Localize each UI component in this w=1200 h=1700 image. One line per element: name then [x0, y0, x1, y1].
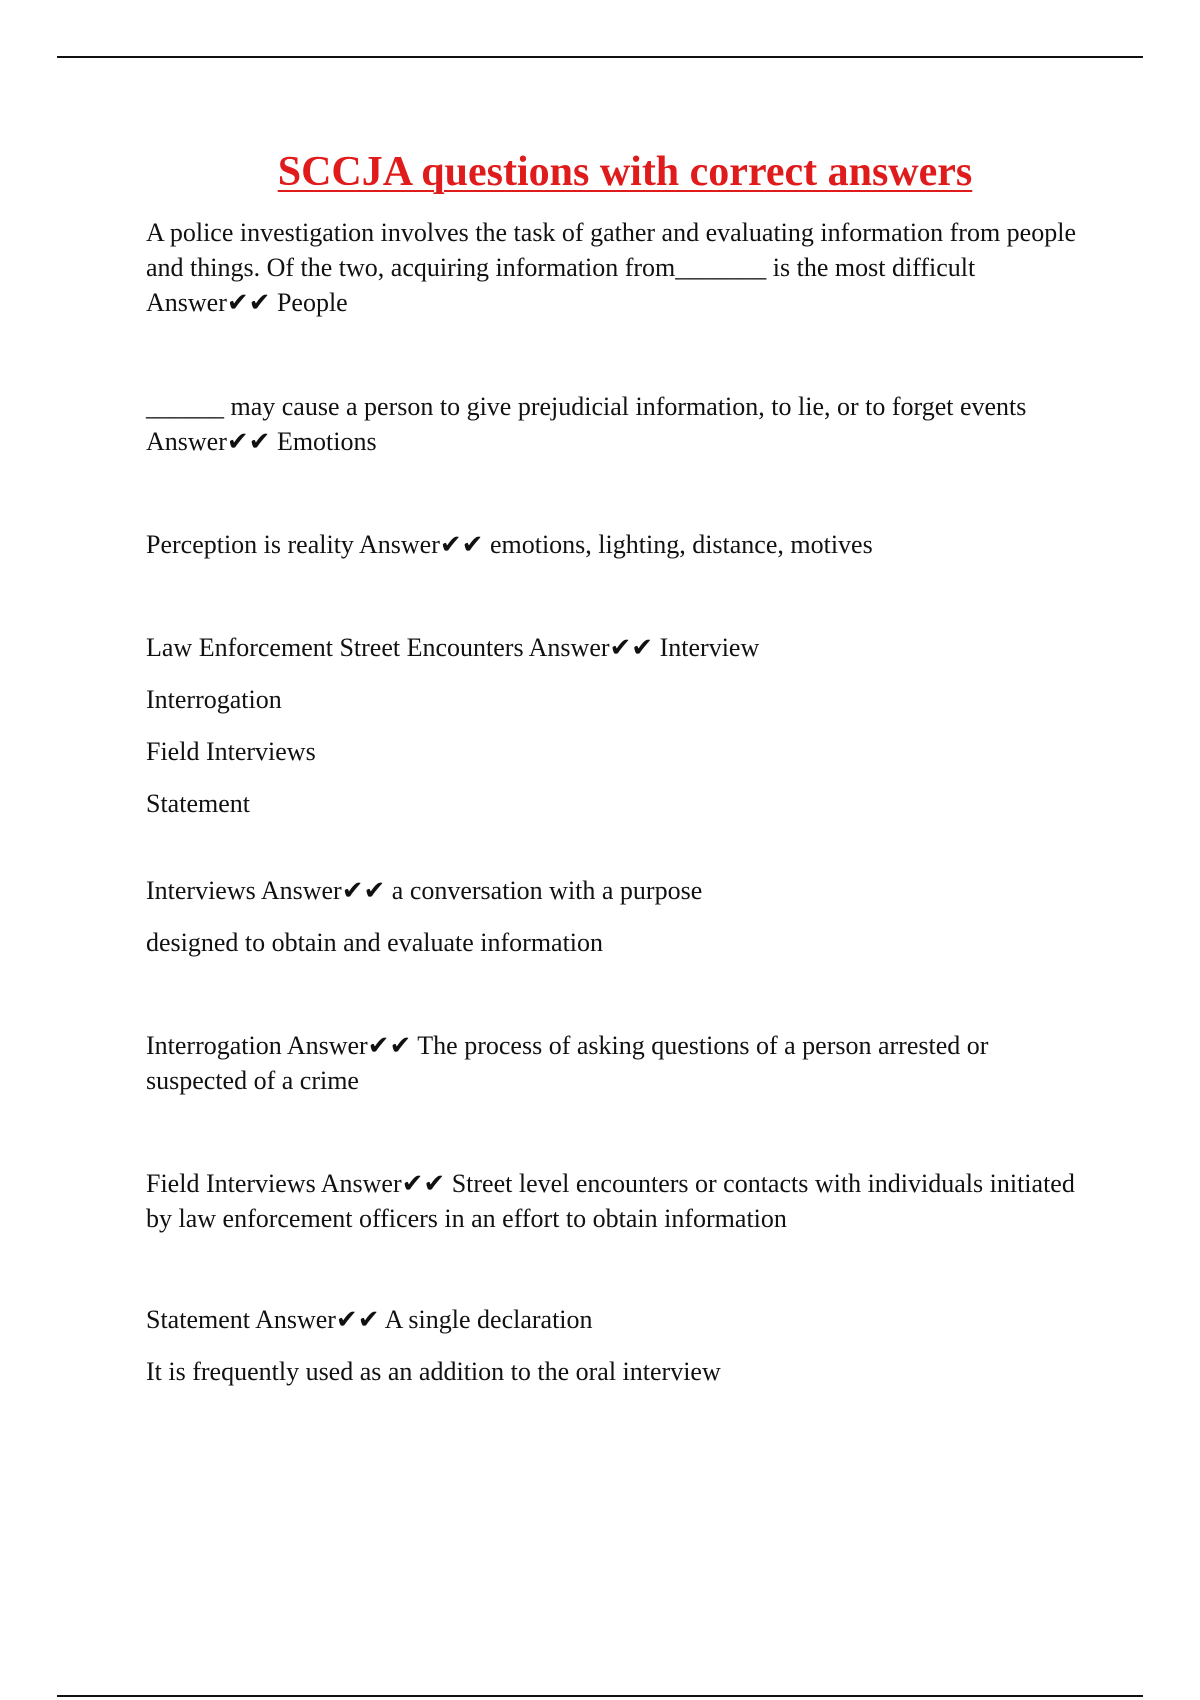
answer-extra-line: Interrogation: [146, 685, 282, 714]
document-title: SCCJA questions with correct answers: [277, 149, 973, 195]
answer-extra-line: designed to obtain and evaluate information: [146, 928, 604, 957]
header-rule: [57, 56, 1143, 58]
answer-extra-line: It is frequently used as an addition to the oral interview: [146, 1357, 721, 1386]
footer-rule: [57, 1695, 1143, 1697]
qa-item: [146, 1028, 1086, 1098]
answer-label: Answer✔✔: [255, 1305, 380, 1334]
answer-label: Answer✔✔: [146, 288, 271, 317]
qa-item: [146, 630, 1086, 821]
qa-item: [146, 389, 1086, 459]
answer-text: Interview: [659, 633, 760, 662]
question-text: Interviews: [146, 876, 256, 905]
qa-item: [146, 1166, 1086, 1236]
qa-line: [146, 1166, 1086, 1236]
qa-line: [146, 873, 1086, 908]
question-text: Interrogation: [146, 1031, 282, 1060]
qa-line: [146, 527, 1086, 562]
answer-label: Answer✔✔: [528, 633, 654, 662]
answer-text: The process of asking questions of a person arrested or suspected of a crime: [146, 1031, 989, 1095]
question-text: A police investigation involves the task of gather and evaluating information from people and things. Of the two, acquiring information from_______ is the most difficult: [146, 218, 1076, 282]
qa-list: [146, 215, 1086, 1389]
question-text: Perception is reality: [146, 530, 354, 559]
qa-line: [146, 1028, 1086, 1098]
qa-item: [146, 1302, 1086, 1389]
qa-line: [146, 1302, 1086, 1337]
answer-label: Answer✔✔: [286, 1031, 412, 1060]
qa-line: [146, 215, 1086, 320]
question-text: Statement: [146, 1305, 250, 1334]
answer-label: Answer✔✔: [359, 530, 484, 559]
answer-label: Answer✔✔: [320, 1169, 446, 1198]
answer-text: Emotions: [276, 427, 377, 456]
answer-extra-line: Statement: [146, 789, 250, 818]
question-text: ______ may cause a person to give prejudicial information, to lie, or to forget events: [146, 392, 1027, 421]
answer-text: People: [276, 288, 348, 317]
answer-text: Street level encounters or contacts with individuals initiated by law enforcement officers in an effort to obtain information: [146, 1169, 1075, 1233]
question-text: Field Interviews: [146, 1169, 316, 1198]
answer-text: a conversation with a purpose: [391, 876, 703, 905]
answer-text: A single declaration: [384, 1305, 593, 1334]
qa-line: [146, 389, 1086, 459]
answer-label: Answer✔✔: [260, 876, 386, 905]
question-text: Law Enforcement Street Encounters: [146, 633, 524, 662]
answer-extra-line: Field Interviews: [146, 737, 316, 766]
qa-item: [146, 873, 1086, 960]
qa-item: [146, 527, 1086, 562]
qa-line: [146, 630, 1086, 665]
qa-item: [146, 215, 1086, 320]
answer-text: emotions, lighting, distance, motives: [489, 530, 873, 559]
answer-label: Answer✔✔: [146, 427, 271, 456]
